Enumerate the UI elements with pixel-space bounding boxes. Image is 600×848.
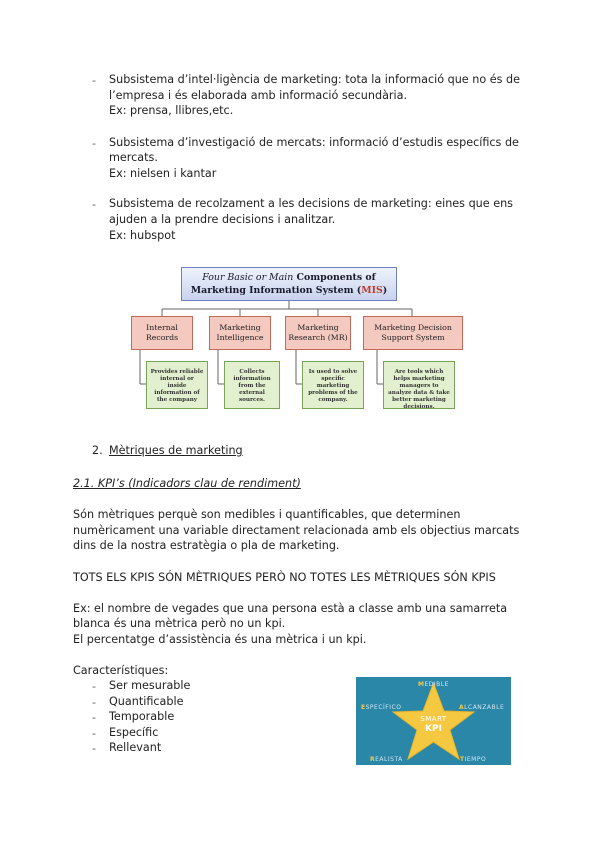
description-internal-records: Provides reliable internal or inside information of the company bbox=[146, 361, 208, 409]
keyword-alcanzable: ALCANZABLE bbox=[459, 704, 505, 711]
mis-title-italic: Four Basic or Main bbox=[202, 272, 294, 283]
subsystem-3-line1: Subsistema de recolzament a les decisions de marketing: eines que ens bbox=[109, 197, 514, 210]
dash-bullet: - bbox=[92, 74, 96, 87]
keyword-medible: MEDIBLE bbox=[418, 681, 449, 688]
mis-title-end: ) bbox=[382, 285, 388, 296]
list-item: Específic bbox=[109, 726, 159, 739]
list-item: Ser mesurable bbox=[109, 679, 191, 692]
component-label: Research (MR) bbox=[288, 333, 348, 342]
component-label: Intelligence bbox=[216, 333, 264, 342]
subsystem-2-example: Ex: nielsen i kantar bbox=[109, 167, 217, 180]
smart-label: SMART bbox=[420, 715, 447, 723]
component-label: Support System bbox=[381, 333, 445, 342]
characteristics-title: Característiques: bbox=[73, 664, 169, 677]
paragraph2-line1: Ex: el nombre de vegades que una persona està a classe amb una samarreta bbox=[73, 602, 508, 615]
paragraph1-line2: numèricament una variable directament relacionada amb els objectius marcats bbox=[73, 524, 520, 537]
mis-diagram bbox=[122, 264, 477, 414]
paragraph1-line1: Són mètriques perquè son medibles i quantificables, que determinen bbox=[73, 508, 461, 521]
keyword-realista: REALISTA bbox=[370, 756, 403, 763]
mis-title bbox=[181, 267, 397, 301]
subsystem-3-example: Ex: hubspot bbox=[109, 229, 176, 242]
component-decision-support bbox=[363, 316, 463, 350]
component-label: Marketing Decision bbox=[374, 323, 452, 332]
subsystem-3-line2: ajuden a la prendre decisions i analitzar. bbox=[109, 213, 336, 226]
subsystem-2-line1: Subsistema d’investigació de mercats: informació d’estudis específics de bbox=[109, 136, 519, 149]
paragraph2-line2: blanca és una mètrica però no un kpi. bbox=[73, 617, 286, 630]
component-label: Marketing bbox=[297, 323, 339, 332]
paragraph2-line3: El percentatge d’assistència és una mètrica i un kpi. bbox=[73, 633, 367, 646]
mis-title-line2: Marketing Information System ( bbox=[190, 285, 362, 296]
list-item: Temporable bbox=[109, 710, 175, 723]
keyword-especifico: ESPECÍFICO bbox=[361, 704, 402, 711]
description-marketing-intelligence: Collects information from the external sources. bbox=[224, 361, 280, 409]
component-internal-records bbox=[131, 316, 193, 350]
section-title: Mètriques de marketing bbox=[109, 444, 243, 457]
dash-bullet: - bbox=[92, 727, 96, 740]
dash-bullet: - bbox=[92, 198, 96, 211]
component-label: Records bbox=[145, 333, 179, 342]
subsystem-1-line1: Subsistema d’intel·ligència de marketing: tota la informació que no és de bbox=[109, 73, 520, 86]
mis-title-bold: Components of bbox=[296, 272, 376, 283]
caps-statement: TOTS ELS KPIS SÓN MÈTRIQUES PERÒ NO TOTES LES MÈTRIQUES SÓN KPIS bbox=[73, 571, 496, 584]
subsystem-1-example: Ex: prensa, llibres,etc. bbox=[109, 104, 234, 117]
smart-kpi-image bbox=[356, 677, 511, 765]
description-decision-support: Are tools which helps marketing managers to analyze data & take better marketing decisions. bbox=[383, 361, 455, 409]
component-marketing-research bbox=[285, 316, 351, 350]
keyword-tiempo: TIEMPO bbox=[460, 756, 487, 763]
description-marketing-research: Is used to solve specific marketing problems of the company. bbox=[302, 361, 364, 409]
list-item: Rellevant bbox=[109, 741, 162, 754]
mis-title-acronym: MIS bbox=[361, 285, 383, 296]
component-label: Internal bbox=[146, 323, 178, 332]
dash-bullet: - bbox=[92, 711, 96, 724]
dash-bullet: - bbox=[92, 137, 96, 150]
component-marketing-intelligence bbox=[209, 316, 271, 350]
kpi-label: KPI bbox=[425, 724, 442, 734]
component-label: Marketing bbox=[219, 323, 261, 332]
subsection-title: 2.1. KPI’s (Indicadors clau de rendiment) bbox=[73, 477, 301, 490]
dash-bullet: - bbox=[92, 742, 96, 755]
dash-bullet: - bbox=[92, 680, 96, 693]
subsystem-2-line2: mercats. bbox=[109, 151, 158, 164]
list-item: Quantificable bbox=[109, 695, 184, 708]
dash-bullet: - bbox=[92, 696, 96, 709]
section-number: 2. bbox=[92, 444, 103, 457]
subsystem-1-line2: l’empresa i és elaborada amb informació secundària. bbox=[109, 89, 408, 102]
paragraph1-line3: dins de la nostra estratègia o pla de marketing. bbox=[73, 539, 340, 552]
